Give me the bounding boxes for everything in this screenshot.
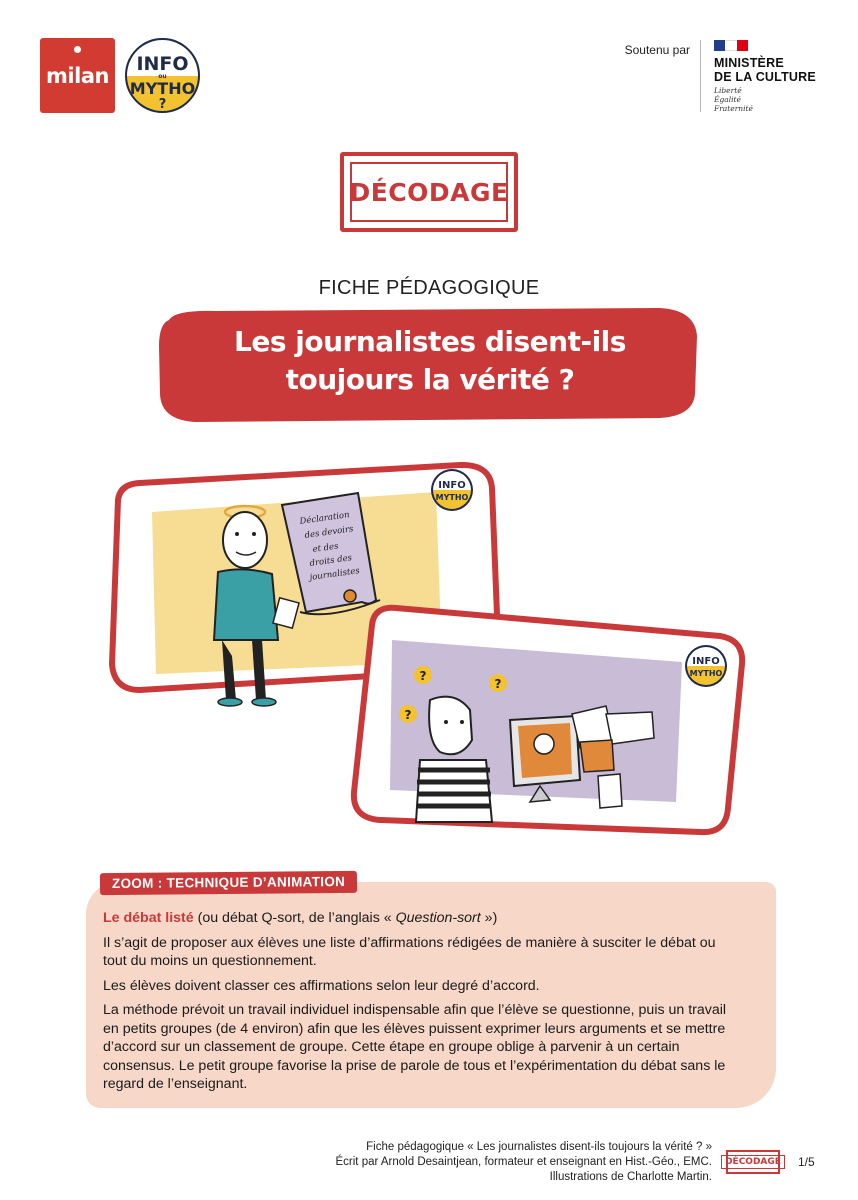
info-logo-top: INFO	[136, 53, 189, 75]
illustration-card-reader	[354, 608, 742, 832]
motto-fraternite: Fraternité	[714, 104, 753, 113]
ministry-line-2: DE LA CULTURE	[714, 70, 816, 84]
title-line-2: toujours la vérité ?	[285, 363, 575, 396]
scroll-text-4: droits des	[309, 553, 353, 569]
zoom-paragraph-3: La méthode prévoit un travail individuel indispensable afin que l’élève se questionne, puis un travail en petits groupes (de 4 environ) afin que les élèves puissent exprimer leurs arguments et se mettre d’accord sur un classement de groupe. Cette étape en groupe oblige à parvenir à un certain consensus. Le petit groupe favorise la prise de parole de tous et l’expérimentation du débat sans le regard de l’enseignant.	[103, 1002, 727, 1092]
zoom-paragraph-2: Les élèves doivent classer ces affirmations selon leur degré d’accord.	[103, 977, 540, 994]
page-number: 1/5	[798, 1155, 815, 1169]
zoom-lead-rest-1: (ou débat Q-sort, de l’anglais «	[193, 910, 396, 926]
question-mark-2: ?	[494, 677, 502, 691]
title-line-1: Les journalistes disent-ils	[234, 325, 626, 358]
info-logo-middle: ou	[158, 73, 167, 80]
supported-by-label: Soutenu par	[624, 43, 690, 57]
scroll-text-3: et des	[312, 541, 340, 555]
zoom-lead-italic: Question-sort	[395, 910, 481, 926]
decodage-stamp-label: DÉCODAGE	[350, 162, 508, 222]
footer-line-2: Écrit par Arnold Desaintjean, formateur et enseignant en Hist.-Géo., EMC.	[335, 1156, 712, 1168]
info-mytho-mini-logo	[431, 469, 473, 511]
info-mytho-mini-logo-2	[685, 645, 727, 687]
info-logo-mark: ?	[158, 97, 167, 112]
footer-credits	[300, 1140, 712, 1185]
zoom-lead	[103, 909, 743, 928]
mini-logo-bottom: MYTHO	[435, 493, 469, 502]
zoom-content	[103, 909, 743, 1100]
mini-logo-top: INFO	[438, 480, 466, 491]
motto-egalite: Égalité	[714, 95, 741, 104]
scroll-text-2: des devoirs	[304, 524, 355, 541]
mini-logo-2-top: INFO	[692, 656, 720, 667]
mini-logo-2-bottom: MYTHO	[689, 669, 723, 678]
question-mark-3: ?	[404, 708, 412, 722]
zoom-paragraph-1: Il s’agit de proposer aux élèves une liste d’affirmations rédigées de manière à susciter le débat ou tout du moins un questionnement.	[103, 934, 716, 969]
ministry-line-1: MINISTÈRE	[714, 56, 784, 70]
scroll-text-5: journalistes	[309, 566, 361, 583]
info-logo-bottom: MYTHO	[129, 79, 196, 98]
zoom-tab-label: ZOOM : TECHNIQUE D’ANIMATION	[100, 871, 357, 895]
document-kicker: FICHE PÉDAGOGIQUE	[318, 277, 540, 299]
zoom-lead-bold: Le débat listé	[103, 910, 194, 926]
motto-liberte: Liberté	[714, 86, 742, 95]
milan-logo-text: milan	[46, 63, 109, 88]
footer-decodage-stamp	[726, 1150, 780, 1174]
footer-stamp-label: DÉCODAGE	[721, 1155, 785, 1169]
zoom-lead-rest-2: »)	[480, 910, 498, 926]
scroll-text-1: Déclaration	[299, 510, 351, 527]
question-mark-1: ?	[419, 669, 427, 683]
footer-line-3: Illustrations de Charlotte Martin.	[549, 1171, 712, 1183]
footer-line-1: Fiche pédagogique « Les journalistes disent-ils toujours la vérité ? »	[366, 1141, 712, 1153]
